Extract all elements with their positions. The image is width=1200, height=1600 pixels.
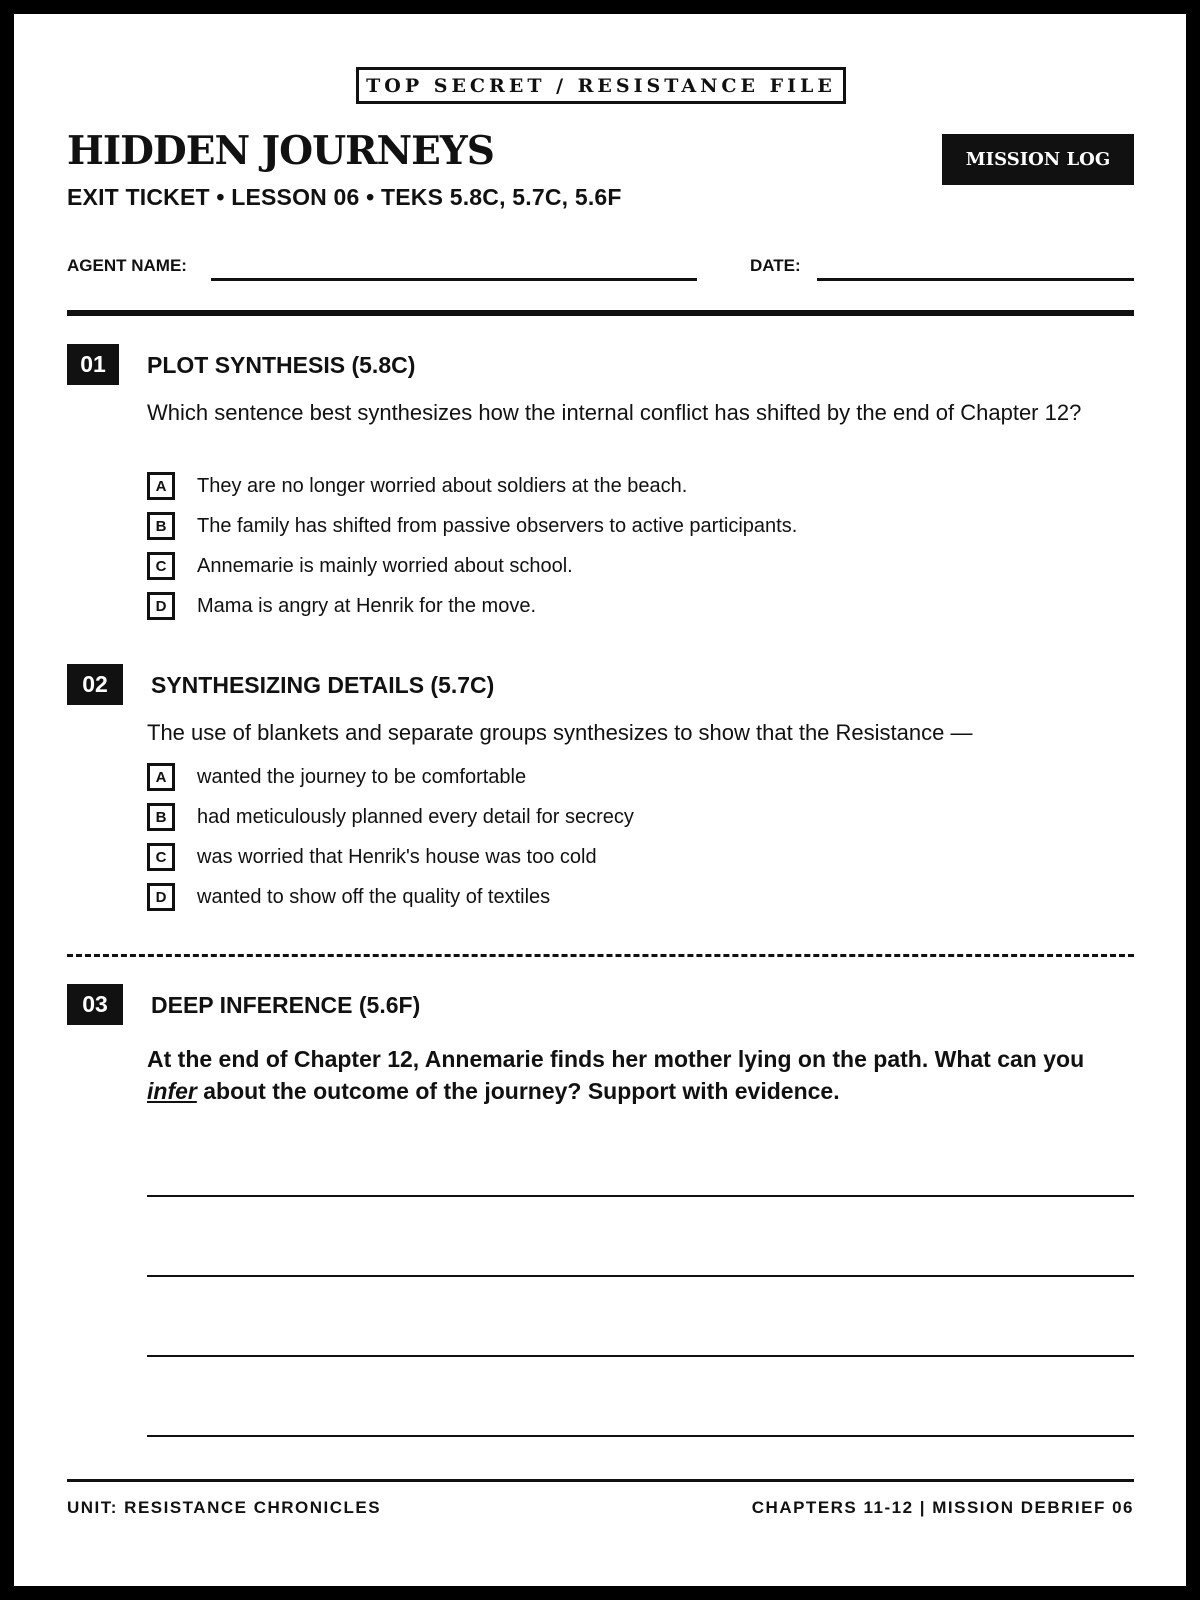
question-2-option-b[interactable] [147,803,634,831]
option-letter-box[interactable]: C [147,552,175,580]
question-2-prompt: The use of blankets and separate groups synthesizes to show that the Resistance — [147,720,973,745]
option-letter-box[interactable]: A [147,472,175,500]
top-secret-stamp: TOP SECRET / RESISTANCE FILE [356,67,846,104]
option-letter-box[interactable]: C [147,843,175,871]
footer-divider [67,1479,1134,1482]
prompt-text-start: At the end of Chapter 12, Annemarie finds her mother lying on the path. What can you [147,1046,1085,1072]
option-text: Annemarie is mainly worried about school. [197,554,573,577]
option-text: had meticulously planned every detail for secrecy [197,805,634,828]
option-text: wanted to show off the quality of textiles [197,885,551,908]
question-1-option-a[interactable] [147,472,687,500]
question-1-number: 01 [67,344,119,385]
agent-name-field[interactable] [211,278,697,281]
prompt-emphasis: infer [147,1078,197,1104]
answer-line-2[interactable] [147,1275,1134,1277]
date-field[interactable] [817,278,1134,281]
option-text: Mama is angry at Henrik for the move. [197,594,537,617]
option-text: They are no longer worried about soldiers at the beach. [197,474,688,497]
answer-line-3[interactable] [147,1355,1134,1357]
section-divider [67,954,1134,957]
header-divider [67,310,1134,316]
footer-unit: UNIT: RESISTANCE CHRONICLES [67,1498,382,1517]
prompt-text-end: about the outcome of the journey? Support with evidence. [203,1078,840,1104]
question-1-heading: PLOT SYNTHESIS (5.8C) [147,352,416,378]
question-2-number: 02 [67,664,123,705]
question-2-option-d[interactable] [147,883,550,911]
question-2-option-a[interactable] [147,763,526,791]
question-1-option-d[interactable] [147,592,536,620]
question-3-prompt [147,1043,1107,1107]
date-label: DATE: [750,256,801,275]
option-text: wanted the journey to be comfortable [197,765,527,788]
option-letter-box[interactable]: D [147,592,175,620]
option-text: was worried that Henrik's house was too cold [197,845,597,868]
worksheet-page [14,14,1186,1586]
page-subtitle: EXIT TICKET • LESSON 06 • TEKS 5.8C, 5.7C, 5.6F [67,184,622,210]
question-3-heading: DEEP INFERENCE (5.6F) [151,992,421,1018]
option-letter-box[interactable]: B [147,803,175,831]
page-title: HIDDEN JOURNEYS [67,128,494,174]
question-2-heading: SYNTHESIZING DETAILS (5.7C) [151,672,495,698]
footer-mission: CHAPTERS 11-12 | MISSION DEBRIEF 06 [751,1498,1134,1517]
option-text: The family has shifted from passive observers to active participants. [197,514,798,537]
question-1-option-c[interactable] [147,552,573,580]
question-1-option-b[interactable] [147,512,797,540]
option-letter-box[interactable]: B [147,512,175,540]
question-1-prompt: Which sentence best synthesizes how the internal conflict has shifted by the end of Chapter 12? [147,400,1082,425]
answer-line-4[interactable] [147,1435,1134,1437]
agent-name-label: AGENT NAME: [67,256,187,275]
question-2-option-c[interactable] [147,843,597,871]
question-3-number: 03 [67,984,123,1025]
answer-line-1[interactable] [147,1195,1134,1197]
option-letter-box[interactable]: A [147,763,175,791]
option-letter-box[interactable]: D [147,883,175,911]
mission-log-badge: MISSION LOG [942,134,1134,185]
